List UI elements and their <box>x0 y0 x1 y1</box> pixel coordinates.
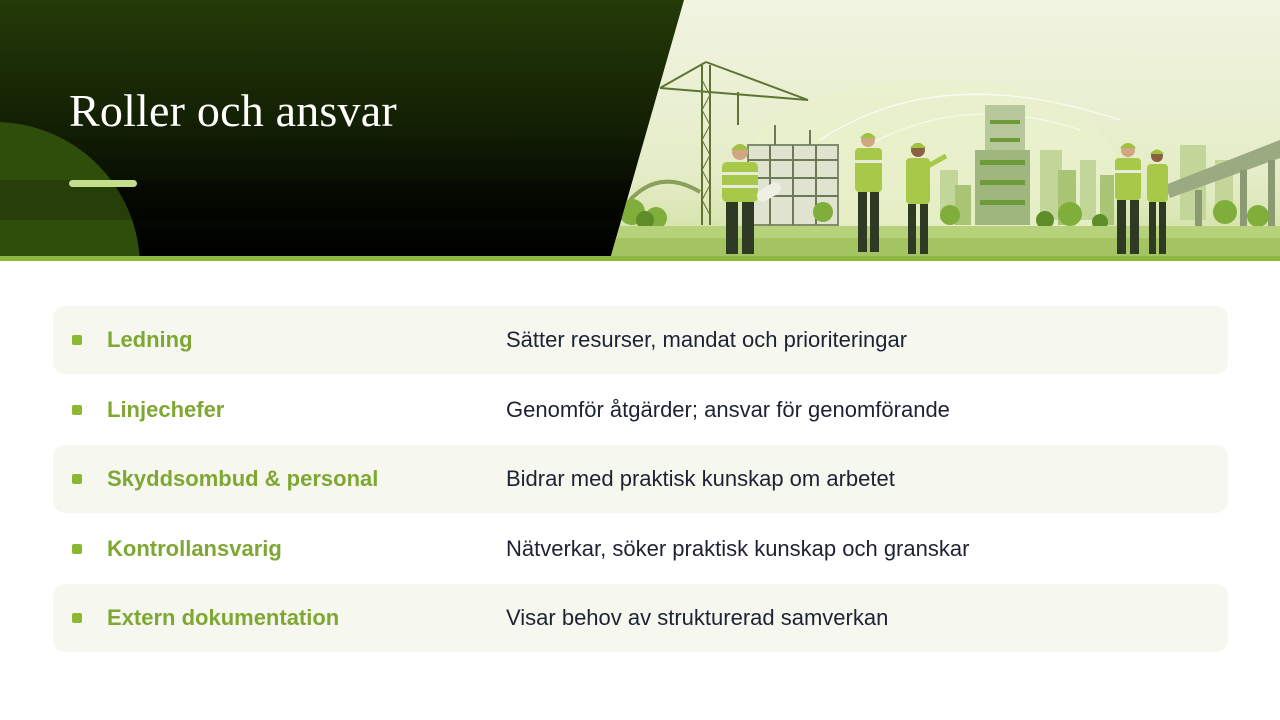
bullet-icon <box>72 544 82 554</box>
role-row-linjechefer <box>53 376 1228 444</box>
title-accent-bar <box>69 180 137 187</box>
slide-header <box>0 0 1280 256</box>
bullet-icon <box>72 335 82 345</box>
role-row-skyddsombud <box>53 445 1228 513</box>
role-name: Kontrollansvarig <box>107 535 282 561</box>
roles-list <box>53 306 1228 654</box>
bullet-icon <box>72 474 82 484</box>
role-name: Ledning <box>107 327 193 352</box>
role-description: Nätverkar, söker praktisk kunskap och granskar <box>506 535 970 561</box>
role-name: Linjechefer <box>107 396 225 422</box>
role-description: Bidrar med praktisk kunskap om arbetet <box>506 466 895 491</box>
role-description: Sätter resurser, mandat och prioriteringar <box>506 327 908 352</box>
role-row-kontrollansvarig <box>53 515 1228 583</box>
role-description: Visar behov av strukturerad samverkan <box>506 605 889 630</box>
role-description: Genomför åtgärder; ansvar för genomförande <box>506 396 950 422</box>
role-row-ledning <box>53 306 1228 374</box>
role-name: Skyddsombud & personal <box>107 466 379 491</box>
bullet-icon <box>72 405 82 415</box>
role-row-extern-dokumentation <box>53 584 1228 652</box>
bullet-icon <box>72 613 82 623</box>
slide-title: Roller och ansvar <box>69 85 397 136</box>
header-divider <box>0 256 1280 261</box>
role-name: Extern dokumentation <box>107 605 340 630</box>
